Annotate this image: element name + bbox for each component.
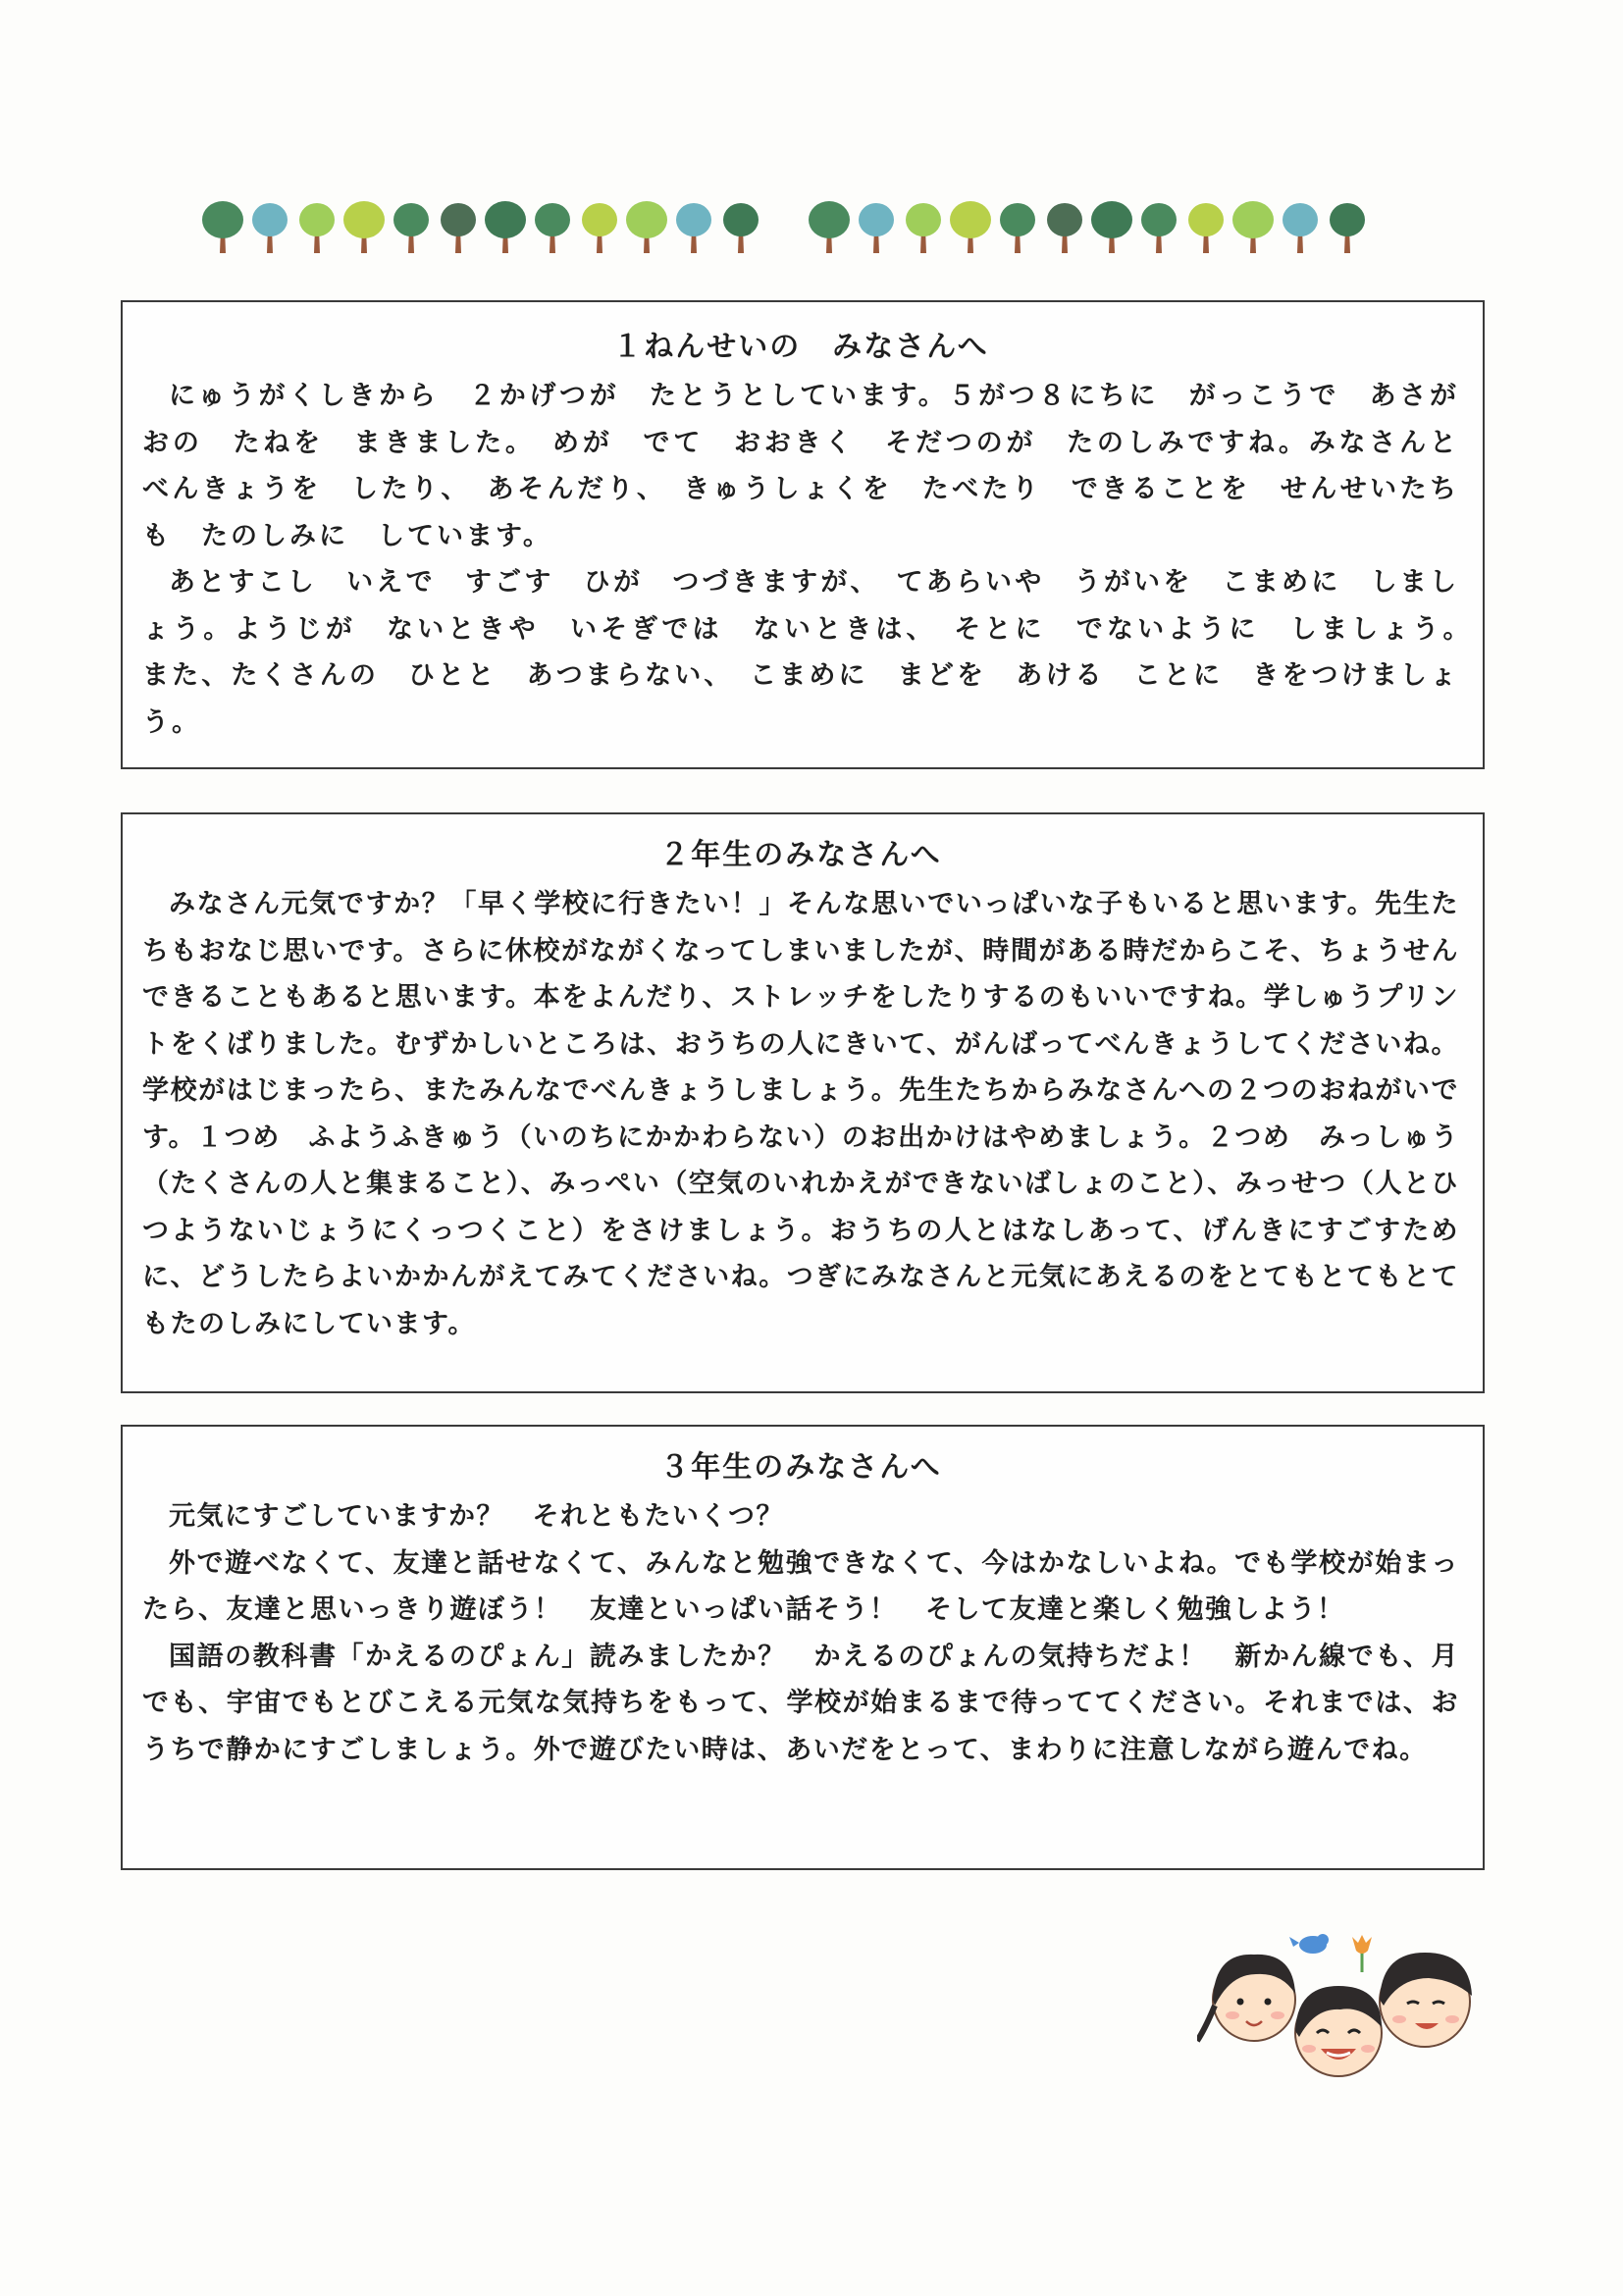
grade2-notice: [121, 812, 1485, 1393]
tree-icon: [996, 198, 1039, 255]
grade2-body: [142, 881, 1459, 1347]
boy-face-icon: [1380, 1953, 1472, 2047]
tulip-icon: [1352, 1935, 1372, 1972]
grade1-title: １ねんせいの みなさんへ: [612, 330, 989, 364]
grade1-paragraph: あとすこし いえで すごす ひが つづきますが、 てあらいや うがいを こまめに しましょう。ようじが ないときや いそぎでは ないときは、 そとに でないように しましょう。 また、たくさんの ひとと あつまらない、 こまめに まどを あける ことに きをつけましょう。: [142, 567, 1489, 738]
tree-icon: [531, 198, 574, 255]
grade1-body: [142, 373, 1489, 746]
tree-icon: [625, 198, 668, 255]
tree-icon: [342, 198, 386, 255]
grade1-notice: [121, 300, 1489, 769]
tree-border-left: [201, 194, 766, 255]
tree-icon: [578, 198, 621, 255]
grade2-title: ２年生のみなさんへ: [659, 838, 942, 872]
girl-face-icon: [1197, 1955, 1295, 2041]
tree-icon: [1231, 198, 1275, 255]
tree-icon: [295, 198, 339, 255]
tree-icon: [1279, 198, 1322, 255]
children-faces-icon: [1197, 1923, 1482, 2090]
tree-icon: [719, 198, 762, 255]
tree-icon: [1043, 198, 1086, 255]
tree-icon: [902, 198, 945, 255]
tree-icon: [484, 198, 527, 255]
tree-icon: [248, 198, 291, 255]
grade3-title: ３年生のみなさんへ: [659, 1450, 942, 1485]
grade2-paragraph: みなさん元気ですか？「早く学校に行きたい！」そんな思いでいっぱいな子もいると思います。先生たちもおなじ思いです。さらに休校がながくなってしまいましたが、時間がある時だからこそ、ちょうせんできることもあると思います。本をよんだり、ストレッチをしたりするのもいいですね。学しゅうプリントをくばりました。むずかしいところは、おうちの人にきいて、がんばってべんきょうしてくださいね。学校がはじまったら、またみんなでべんきょうしましょう。先生たちからみなさんへの２つのおねがいです。１つめ ふようふきゅう（いのちにかかわらない）のお出かけはやめましょう。２つめ みっしゅう（たくさんの人と集まること）、みっぺい（空気のいれかえができないばしょのこと）、みっせつ（人とひつようないじょうにくっつくこと）をさけましょう。おうちの人とはなしあって、げんきにすごすために、どうしたらよいかかんがえてみてくださいね。つぎにみなさんと元気にあえるのをとてもとてもとてもたのしみにしています。: [142, 889, 1459, 1339]
tree-icon: [1137, 198, 1180, 255]
grade3-body: [142, 1493, 1459, 1773]
tree-border-right: [808, 194, 1373, 255]
tree-icon: [949, 198, 992, 255]
tree-icon: [437, 198, 480, 255]
grade1-paragraph: にゅうがくしきから ２かげつが たとうとしています。５がつ８にちに がっこうで あさがおの たねを まきました。 めが でて おおきく そだつのが たのしみですね。みなさんと べんきょうを したり、 あそんだり、 きゅうしょくを たべたり できることを せんせいたちも たのしみに しています。: [142, 381, 1489, 551]
tree-icon: [808, 198, 851, 255]
child-face-icon: [1295, 1986, 1382, 2076]
grade3-paragraph: 国語の教科書「かえるのぴょん」読みましたか？ かえるのぴょんの気持ちだよ！ 新かん線でも、月でも、宇宙でもとびこえる元気な気持ちをもって、学校が始まるまで待っててください。それまでは、おうちで静かにすごしましょう。外で遊びたい時は、あいだをとって、まわりに注意しながら遊んでね。: [142, 1641, 1459, 1765]
tree-icon: [201, 198, 244, 255]
tree-icon: [1090, 198, 1133, 255]
tree-icon: [855, 198, 898, 255]
grade3-paragraph: 元気にすごしていますか？ それともたいくつ？: [169, 1501, 784, 1532]
tree-icon: [1326, 198, 1369, 255]
grade3-paragraph: 外で遊べなくて、友達と話せなくて、みんなと勉強できなくて、今はかなしいよね。でも学校が始まったら、友達と思いっきり遊ぼう！ 友達といっぱい話そう！ そして友達と楽しく勉強しよう！: [142, 1547, 1459, 1625]
tree-icon: [1184, 198, 1228, 255]
grade3-notice: [121, 1425, 1485, 1870]
tree-icon: [390, 198, 433, 255]
tree-icon: [672, 198, 715, 255]
bird-icon: [1289, 1934, 1329, 1954]
